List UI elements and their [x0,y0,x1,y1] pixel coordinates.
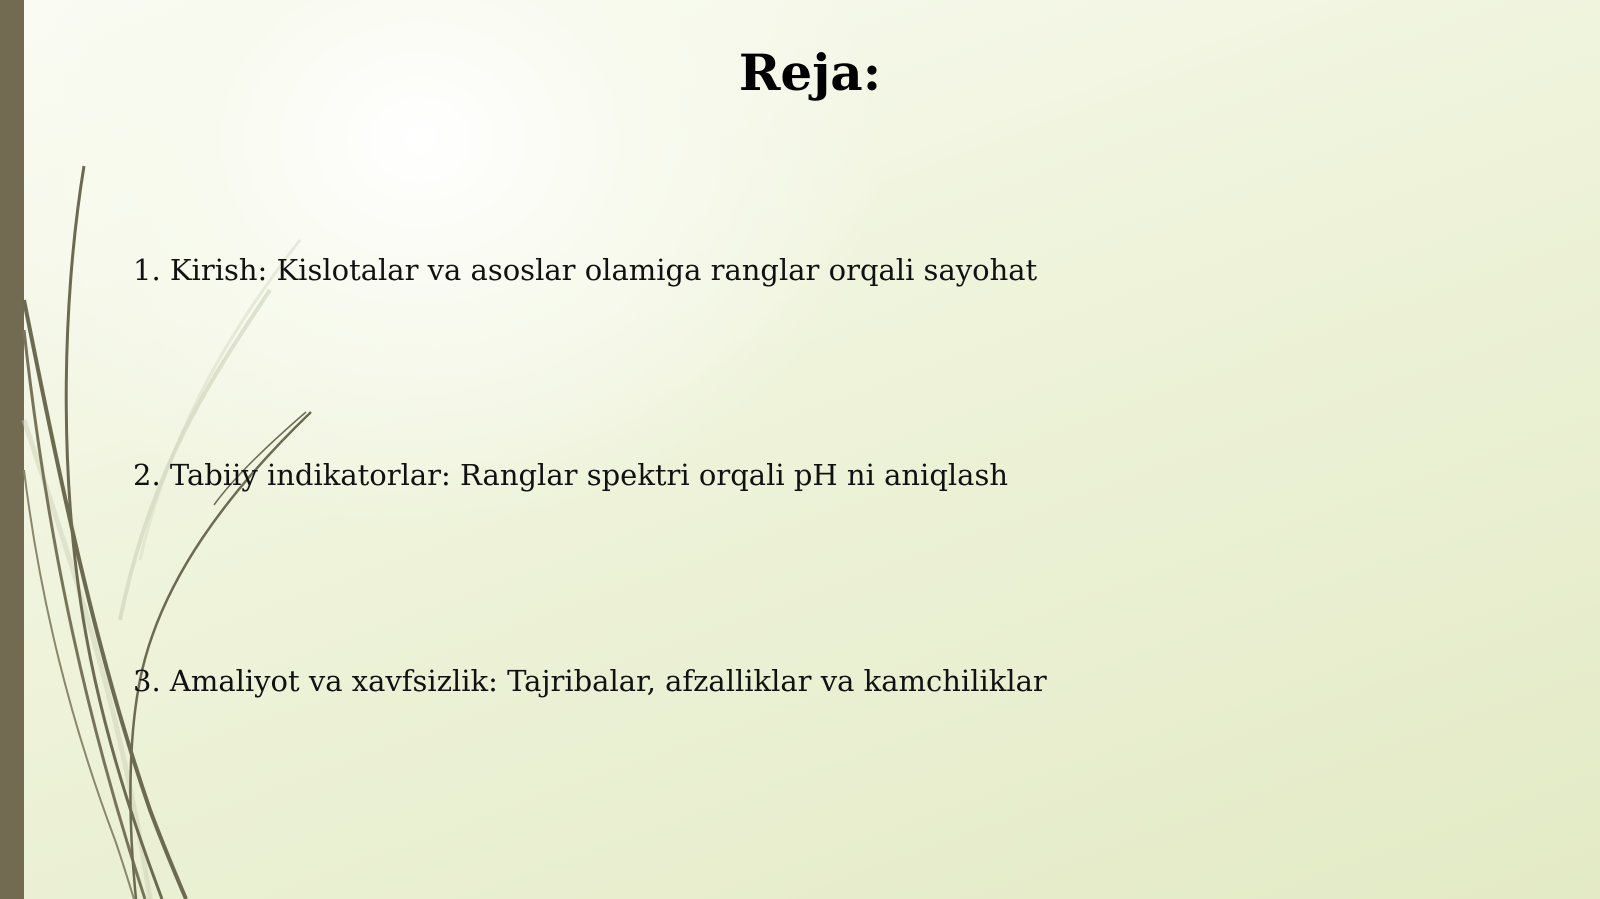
list-item: 3. Amaliyot va xavfsizlik: Tajribalar, afzalliklar va kamchiliklar [133,664,1047,698]
list-item: 1. Kirish: Kislotalar va asoslar olamiga ranglar orqali sayohat [133,253,1038,287]
slide-title: Reja: [738,43,882,102]
list-item: 2. Tabiiy indikatorlar: Ranglar spektri orqali pH ni aniqlash [133,458,1009,492]
grass-blades-icon [0,0,360,899]
